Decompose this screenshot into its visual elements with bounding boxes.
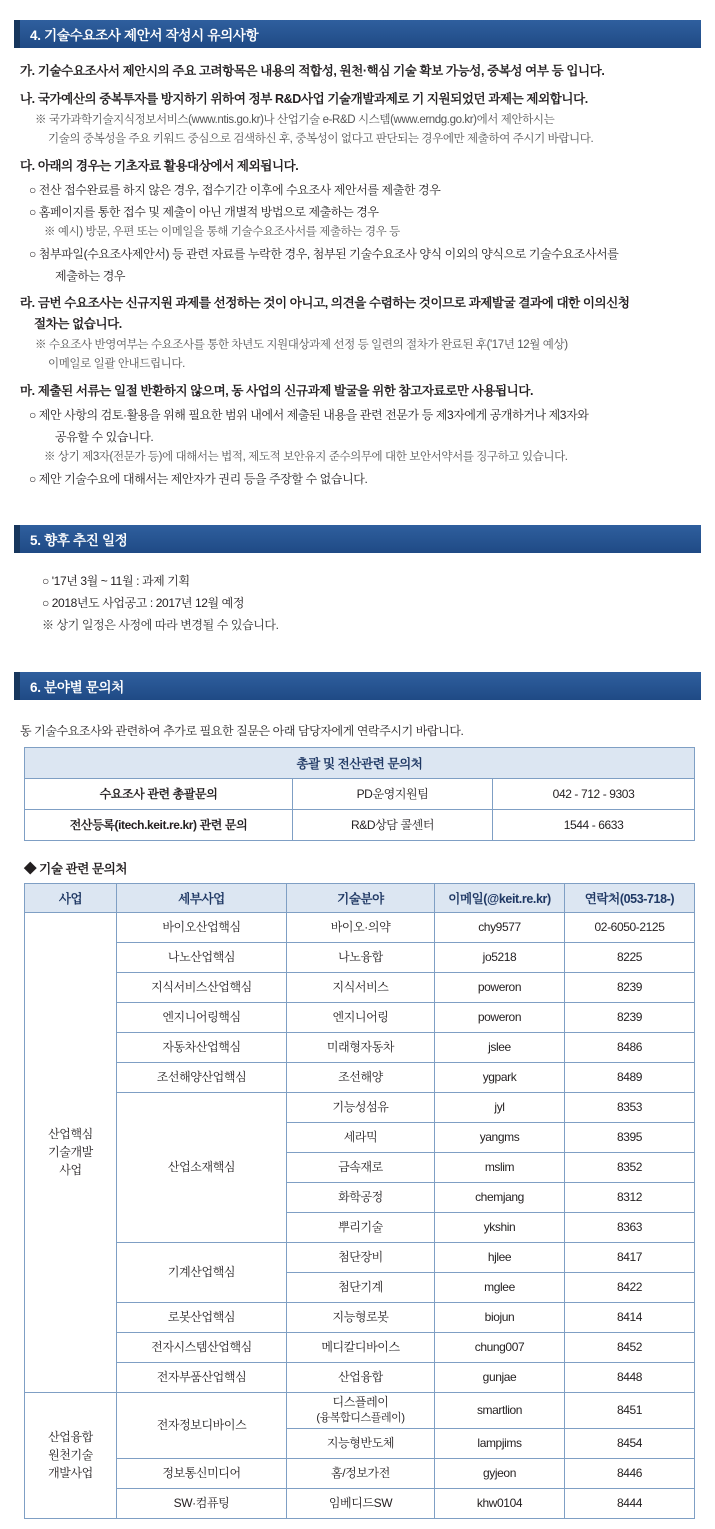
cell-email: chy9577: [435, 912, 565, 942]
cell-techfield: 미래형자동차: [287, 1032, 435, 1062]
contact-label-1: 수요조사 관련 총괄문의: [25, 778, 293, 809]
schedule-line-2: ○ 2018년도 사업공고 : 2017년 12월 예정: [42, 595, 245, 610]
cell-business: 산업핵심 기술개발 사업: [25, 912, 117, 1392]
cell-email: poweron: [435, 1002, 565, 1032]
cell-subbusiness: SW·컴퓨팅: [117, 1488, 287, 1518]
spacer-after-section-5: [0, 638, 715, 672]
col-subbusiness: 세부사업: [117, 883, 287, 912]
cell-email: chung007: [435, 1332, 565, 1362]
col-email: 이메일(@keit.re.kr): [435, 883, 565, 912]
item-da-bullet-3-cont: 제출하는 경우: [55, 268, 126, 283]
item-na-note-1: ※ 국가과학기술지식정보서비스(www.ntis.go.kr)나 산업기술 e-R&D 시스템(www.erndg.go.kr)에서 제안하시는: [35, 113, 555, 126]
cell-email: jo5218: [435, 942, 565, 972]
bottom-spacer: [0, 1519, 715, 1529]
table-row: [25, 972, 695, 1002]
cell-techfield: 조선해양: [287, 1062, 435, 1092]
cell-tel: 8486: [565, 1032, 695, 1062]
cell-email: gunjae: [435, 1362, 565, 1392]
item-da-bullet-3: ○ 첨부파일(수요조사제안서) 등 관련 자료를 누락한 경우, 첨부된 기술수요조사 양식 이외의 양식으로 기술수요조사서를: [29, 246, 619, 261]
cell-email: biojun: [435, 1302, 565, 1332]
cell-subbusiness: 로봇산업핵심: [117, 1302, 287, 1332]
cell-techfield: 지능형로봇: [287, 1302, 435, 1332]
table-row: [25, 1302, 695, 1332]
col-tel: 연락처(053-718-): [565, 883, 695, 912]
cell-email: jslee: [435, 1032, 565, 1062]
cell-subbusiness: 전자시스템산업핵심: [117, 1332, 287, 1362]
item-ma-bullet-1: ○ 제안 사항의 검토·활용을 위해 필요한 범위 내에서 제출된 내용을 관련 전문가 등 제3자에게 공개하거나 제3자와: [29, 407, 589, 422]
table-row: [25, 778, 695, 809]
table-row: [25, 1032, 695, 1062]
cell-email: mglee: [435, 1272, 565, 1302]
item-ma-bullet-2: ○ 제안 기술수요에 대해서는 제안자가 권리 등을 주장할 수 없습니다.: [29, 471, 368, 486]
item-da-bullet-2: ○ 홈페이지를 통한 접수 및 제출이 아닌 개별적 방법으로 제출하는 경우: [29, 204, 379, 219]
table-row: [25, 1062, 695, 1092]
contact-label-2: 전산등록(itech.keit.re.kr) 관련 문의: [25, 809, 293, 840]
cell-tel: 8446: [565, 1458, 695, 1488]
cell-techfield: 세라믹: [287, 1122, 435, 1152]
section-body-4: [0, 48, 715, 488]
item-da-bullet-3-text: 첨부파일(수요조사제안서) 등 관련 자료를 누락한 경우, 첨부된 기술수요조사 양식 이외의 양식으로 기술수요조사서를: [38, 246, 619, 261]
cell-email: yangms: [435, 1122, 565, 1152]
cell-subbusiness: 정보통신미디어: [117, 1458, 287, 1488]
table-row: [25, 1362, 695, 1392]
item-ra-head-line1: 라. 금번 수요조사는 신규지원 과제를 선정하는 것이 아니고, 의견을 수렴하는 것이므로 과제발굴 결과에 대한 이의신청: [20, 295, 630, 310]
schedule-line-1: ○ '17년 3월 ~ 11월 : 과제 기획: [42, 573, 190, 588]
cell-email: ykshin: [435, 1212, 565, 1242]
cell-techfield: 지능형반도체: [287, 1428, 435, 1458]
section-title-5: 5. 향후 추진 일정: [30, 532, 128, 548]
cell-email: hjlee: [435, 1242, 565, 1272]
table-row: [25, 747, 695, 778]
table-row: [25, 1242, 695, 1272]
cell-email: ygpark: [435, 1062, 565, 1092]
cell-techfield: 첨단장비: [287, 1242, 435, 1272]
cell-subbusiness: 나노산업핵심: [117, 942, 287, 972]
cell-subbusiness: 지식서비스산업핵심: [117, 972, 287, 1002]
field-contact-heading: ◆ 기술 관련 문의처: [24, 861, 128, 876]
field-contact-table: [24, 883, 695, 1519]
cell-techfield: 뿌리기술: [287, 1212, 435, 1242]
col-business: 사업: [25, 883, 117, 912]
cell-business: 산업융합 원천기술 개발사업: [25, 1392, 117, 1518]
cell-tel: 8352: [565, 1152, 695, 1182]
item-ra-note-2: 이메일로 일괄 안내드립니다.: [48, 357, 185, 370]
cell-techfield: 디스플레이 (융복합디스플레이): [287, 1392, 435, 1428]
cell-tel: 8363: [565, 1212, 695, 1242]
cell-tel: 8454: [565, 1428, 695, 1458]
cell-subbusiness: 조선해양산업핵심: [117, 1062, 287, 1092]
contact-intro: 동 기술수요조사와 관련하여 추가로 필요한 질문은 아래 담당자에게 연락주시기 바랍니다.: [20, 724, 464, 739]
table-header-row: [25, 883, 695, 912]
cell-tel: 8353: [565, 1092, 695, 1122]
contact-dept-2: R&D상담 콜센터: [293, 809, 493, 840]
cell-techfield: 임베디드SW: [287, 1488, 435, 1518]
cell-subbusiness: 엔지니어링핵심: [117, 1002, 287, 1032]
cell-subbusiness: 산업소재핵심: [117, 1092, 287, 1242]
cell-tel: 8414: [565, 1302, 695, 1332]
cell-techfield: 산업융합: [287, 1362, 435, 1392]
cell-tel: 8489: [565, 1062, 695, 1092]
cell-email: poweron: [435, 972, 565, 1002]
cell-email: smartlion: [435, 1392, 565, 1428]
section-body-6: [0, 700, 715, 1518]
cell-tel: 8417: [565, 1242, 695, 1272]
table-row: [25, 809, 695, 840]
cell-tel: 8452: [565, 1332, 695, 1362]
cell-subbusiness: 전자부품산업핵심: [117, 1362, 287, 1392]
item-da-bullet-1-text: 전산 접수완료를 하지 않은 경우, 접수기간 이후에 수요조사 제안서를 제출한 경우: [38, 182, 441, 197]
section-header-6: [14, 672, 701, 700]
item-da-bullet-2-text: 홈페이지를 통한 접수 및 제출이 아닌 개별적 방법으로 제출하는 경우: [38, 204, 379, 219]
general-contact-header: 총괄 및 전산관련 문의처: [25, 747, 695, 778]
table-row: [25, 912, 695, 942]
table-row: [25, 942, 695, 972]
item-ga-head: 가. 기술수요조사서 제안시의 주요 고려항목은 내용의 적합성, 원천·핵심 기술 확보 가능성, 중복성 여부 등 입니다.: [20, 64, 605, 78]
cell-techfield: 화학공정: [287, 1182, 435, 1212]
cell-tel: 8448: [565, 1362, 695, 1392]
cell-tel: 8312: [565, 1182, 695, 1212]
spacer-after-section-4: [0, 491, 715, 525]
cell-techfield: 홈/정보가전: [287, 1458, 435, 1488]
section-title-4: 4. 기술수요조사 제안서 작성시 유의사항: [30, 28, 259, 43]
cell-tel: 8395: [565, 1122, 695, 1152]
cell-techfield: 기능성섬유: [287, 1092, 435, 1122]
table-row: [25, 1392, 695, 1428]
cell-subbusiness: 전자정보디바이스: [117, 1392, 287, 1458]
cell-email: khw0104: [435, 1488, 565, 1518]
top-spacer: [0, 0, 715, 20]
cell-subbusiness: 바이오산업핵심: [117, 912, 287, 942]
item-ma-bullet-2-text: 제안 기술수요에 대해서는 제안자가 권리 등을 주장할 수 없습니다.: [38, 471, 368, 486]
cell-tel: 8225: [565, 942, 695, 972]
contact-dept-1: PD운영지원팀: [293, 778, 493, 809]
item-ra-head-line2: 절차는 없습니다.: [34, 317, 122, 332]
item-da-bullet-1: ○ 전산 접수완료를 하지 않은 경우, 접수기간 이후에 수요조사 제안서를 제출한 경우: [29, 182, 441, 197]
section-header-5: [14, 525, 701, 553]
item-ra-note-1: ※ 수요조사 반영여부는 수요조사를 통한 차년도 지원대상과제 선정 등 일련의 절차가 완료된 후('17년 12월 예상): [35, 338, 568, 351]
cell-techfield: 지식서비스: [287, 972, 435, 1002]
cell-subbusiness: 자동차산업핵심: [117, 1032, 287, 1062]
section-title-6: 6. 분야별 문의처: [30, 680, 125, 696]
item-da-head: 다. 아래의 경우는 기초자료 활용대상에서 제외됩니다.: [20, 159, 299, 174]
cell-techfield: 엔지니어링: [287, 1002, 435, 1032]
cell-subbusiness: 기계산업핵심: [117, 1242, 287, 1302]
cell-tel: 8239: [565, 1002, 695, 1032]
item-na-head: 나. 국가예산의 중복투자를 방지하기 위하여 정부 R&D사업 기술개발과제로 기 지원되었던 과제는 제외합니다.: [20, 92, 588, 107]
contact-tel-2: 1544 - 6633: [493, 809, 695, 840]
item-na-note-2: 기술의 중복성을 주요 키워드 중심으로 검색하신 후, 중복성이 없다고 판단되는 경우에만 제출하여 주시기 바랍니다.: [48, 133, 594, 145]
item-da-note-1: ※ 예시) 방문, 우편 또는 이메일을 통해 기술수요조사서를 제출하는 경우 등: [44, 225, 400, 238]
cell-techfield: 나노융합: [287, 942, 435, 972]
cell-tel: 8422: [565, 1272, 695, 1302]
item-ma-bullet-1-text: 제안 사항의 검토·활용을 위해 필요한 범위 내에서 제출된 내용을 관련 전문가 등 제3자에게 공개하거나 제3자와: [38, 407, 589, 422]
section-header-4: [14, 20, 701, 48]
item-ma-note-1: ※ 상기 제3자(전문가 등)에 대해서는 법적, 제도적 보안유지 준수의무에 대한 보안서약서를 징구하고 있습니다.: [44, 450, 568, 463]
cell-techfield: 금속재로: [287, 1152, 435, 1182]
general-contact-table: [24, 747, 695, 841]
cell-email: lampjims: [435, 1428, 565, 1458]
cell-email: chemjang: [435, 1182, 565, 1212]
table-row: [25, 1002, 695, 1032]
cell-tel: 8444: [565, 1488, 695, 1518]
cell-tel: 02-6050-2125: [565, 912, 695, 942]
field-contact-body: [25, 912, 695, 1518]
schedule-note: ※ 상기 일정은 사정에 따라 변경될 수 있습니다.: [42, 618, 279, 633]
cell-techfield: 메디칼디바이스: [287, 1332, 435, 1362]
table-row: [25, 1092, 695, 1122]
cell-tel: 8239: [565, 972, 695, 1002]
cell-techfield: 바이오·의약: [287, 912, 435, 942]
cell-email: gyjeon: [435, 1458, 565, 1488]
table-row: [25, 1458, 695, 1488]
cell-email: jyl: [435, 1092, 565, 1122]
contact-tel-1: 042 - 712 - 9303: [493, 778, 695, 809]
col-techfield: 기술분야: [287, 883, 435, 912]
table-row: [25, 1332, 695, 1362]
section-body-5: [0, 553, 715, 636]
cell-tel: 8451: [565, 1392, 695, 1428]
cell-email: mslim: [435, 1152, 565, 1182]
table-row: [25, 1488, 695, 1518]
cell-techfield: 첨단기계: [287, 1272, 435, 1302]
item-ma-head: 마. 제출된 서류는 일절 반환하지 않으며, 동 사업의 신규과제 발굴을 위한 참고자료로만 사용됩니다.: [20, 384, 534, 399]
item-ma-bullet-1-cont: 공유할 수 있습니다.: [55, 429, 154, 444]
